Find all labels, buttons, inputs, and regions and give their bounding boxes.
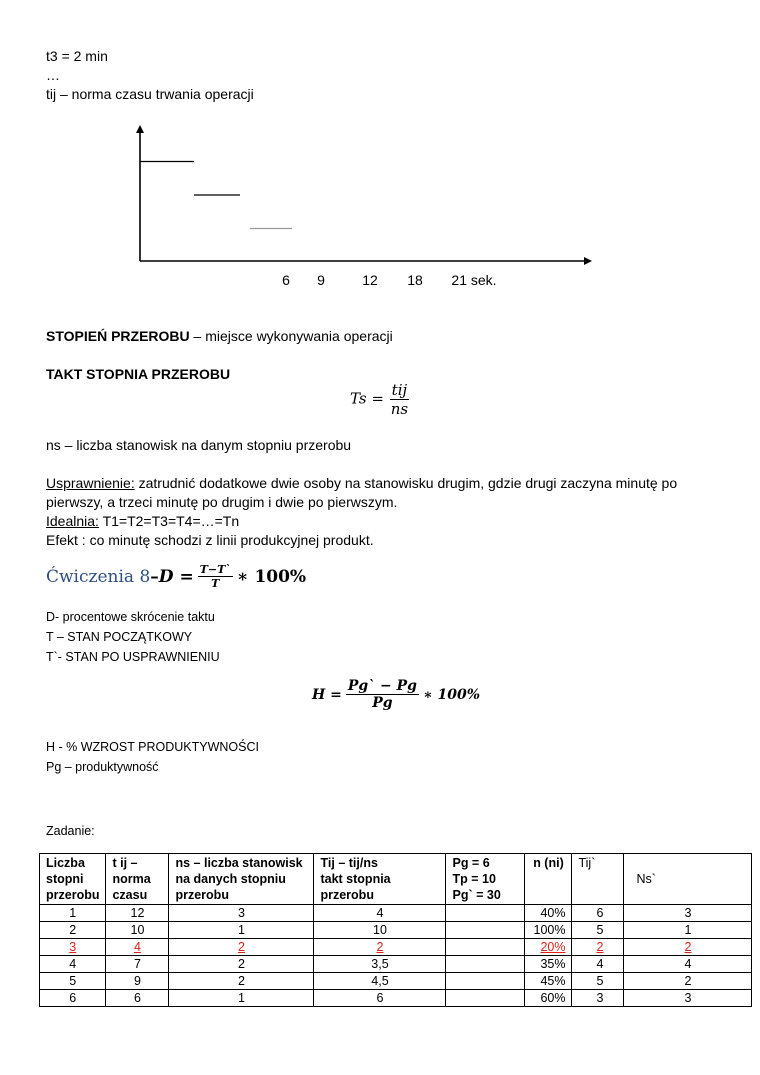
- header-liczba-stopni: [40, 854, 106, 905]
- header-text: Tij`: [578, 856, 596, 870]
- d-fraction: [198, 563, 233, 590]
- table-row: [40, 956, 752, 973]
- cell-takt-value: 4: [376, 906, 384, 920]
- cell-nsprim-value: 1: [684, 923, 692, 937]
- cell-tij-value: 7: [134, 957, 141, 971]
- header-takt: [314, 854, 446, 905]
- header-pg: [446, 854, 525, 905]
- cell-takt: [314, 956, 446, 973]
- table-row: [40, 905, 752, 922]
- takt-heading: TAKT STOPNIA PRZEROBU: [46, 366, 231, 382]
- stopien-rest: – miejsce wykonywania operacji: [189, 328, 393, 344]
- tij-definition: tij – norma czasu trwania operacji: [46, 86, 254, 102]
- cell-stopien-value: 4: [69, 957, 77, 971]
- ns-definition: ns – liczba stanowisk na danym stopniu przerobu: [46, 437, 352, 453]
- h-denominator: Pg: [372, 695, 393, 711]
- table-row: [40, 990, 752, 1007]
- cell-n-value: 100%: [533, 923, 566, 937]
- cell-pg: [446, 939, 525, 956]
- def-tprim: T`- STAN PO USPRAWNIENIU: [46, 650, 220, 664]
- y-axis-arrow: [136, 125, 144, 133]
- cell-tij-value: 4: [134, 940, 141, 954]
- header-tij-norma: [106, 854, 169, 905]
- cell-nsprim-value: 3: [684, 991, 692, 1005]
- cell-tij: [106, 922, 169, 939]
- cell-ns-value: 3: [238, 906, 245, 920]
- x-tick-label: 6: [282, 272, 290, 288]
- cwiczenia-title: Ćwiczenia 8: [46, 566, 151, 587]
- cell-ns-value: 2: [238, 940, 245, 954]
- cell-tij: [106, 939, 169, 956]
- cell-nsprim-value: 2: [684, 940, 692, 954]
- cell-takt: [314, 939, 446, 956]
- cell-n-value: 20%: [540, 940, 566, 954]
- cell-tij: [106, 990, 169, 1007]
- cell-nsprim-value: 2: [684, 974, 692, 988]
- table-row: [40, 973, 752, 990]
- def-t: T – STAN POCZĄTKOWY: [46, 630, 193, 644]
- cell-ns: [169, 922, 314, 939]
- header-text: Liczba: [46, 856, 85, 870]
- ts-lhs: Ts =: [350, 389, 384, 408]
- cell-ns-value: 2: [238, 957, 245, 971]
- ts-denominator: ns: [390, 400, 409, 418]
- def-d: D- procentowe skrócenie taktu: [46, 610, 215, 624]
- cell-ns-value: 2: [238, 974, 245, 988]
- header-text: stopni: [46, 872, 84, 886]
- cell-stopien-value: 3: [69, 940, 77, 954]
- cell-n: [525, 905, 572, 922]
- cell-takt-value: 2: [376, 940, 384, 954]
- h-numerator: Pg` − Pg: [347, 678, 417, 694]
- cell-n-value: 60%: [540, 991, 566, 1005]
- ellipsis-line: …: [46, 67, 60, 83]
- efekt-line: Efekt : co minutę schodzi z linii produkcyjnej produkt.: [46, 532, 374, 548]
- cell-tijprim-value: 4: [596, 957, 604, 971]
- d-numerator: T−T`: [199, 563, 231, 576]
- cell-ns: [169, 990, 314, 1007]
- header-text: Ns`: [636, 872, 656, 886]
- h-formula: [312, 678, 480, 711]
- d-lhs: D =: [158, 566, 194, 587]
- cell-nsprim: [624, 956, 752, 973]
- cell-tijprim: [572, 922, 624, 939]
- cell-nsprim: [624, 990, 752, 1007]
- def-pg: Pg – produktywność: [46, 760, 159, 774]
- cell-nsprim: [624, 905, 752, 922]
- header-text: Tij – tij/ns: [320, 856, 378, 870]
- x-tick-label: 9: [317, 272, 325, 288]
- step-chart: [0, 0, 760, 300]
- cell-stopien: [40, 956, 106, 973]
- cell-stopien-value: 6: [69, 991, 77, 1005]
- header-text: czasu: [112, 888, 148, 902]
- cell-tij-value: 6: [134, 991, 141, 1005]
- header-text: przerobu: [46, 888, 100, 902]
- cell-nsprim-value: 4: [684, 957, 692, 971]
- table-row: [40, 939, 752, 956]
- cell-ns: [169, 973, 314, 990]
- header-text: n (ni): [533, 856, 564, 870]
- header-text: na danych stopniu: [175, 872, 286, 886]
- idealnia-line: [46, 512, 239, 530]
- cell-ns-value: 1: [238, 923, 245, 937]
- cell-n-value: 40%: [540, 906, 566, 920]
- ts-fraction: [389, 381, 410, 418]
- cell-pg: [446, 922, 525, 939]
- header-text: t ij –: [112, 856, 138, 870]
- header-text: przerobu: [320, 888, 374, 902]
- cell-stopien: [40, 922, 106, 939]
- cell-tij-value: 10: [130, 923, 145, 937]
- cell-takt-value: 4,5: [371, 974, 389, 988]
- cell-n-value: 45%: [540, 974, 566, 988]
- cell-tijprim: [572, 973, 624, 990]
- x-tick-label: 18: [407, 272, 423, 288]
- cell-tijprim-value: 5: [596, 974, 604, 988]
- def-h: H - % WZROST PRODUKTYWNOŚCI: [46, 740, 259, 754]
- cell-pg: [446, 956, 525, 973]
- header-n: [525, 854, 572, 905]
- t3-line: t3 = 2 min: [46, 48, 108, 64]
- cell-stopien: [40, 905, 106, 922]
- header-text: przerobu: [175, 888, 229, 902]
- cell-takt: [314, 990, 446, 1007]
- stopien-label: STOPIEŃ PRZEROBU: [46, 328, 190, 344]
- cell-takt-value: 6: [376, 991, 384, 1005]
- cell-tijprim: [572, 990, 624, 1007]
- h-rest: ∗ 100%: [422, 686, 481, 703]
- cell-ns: [169, 956, 314, 973]
- cell-pg: [446, 973, 525, 990]
- cell-ns: [169, 939, 314, 956]
- cell-n: [525, 939, 572, 956]
- header-text: Pg` = 30: [452, 888, 501, 902]
- usprawnienie-line-1: [46, 474, 677, 492]
- cell-takt-value: 3,5: [371, 957, 389, 971]
- cell-n: [525, 973, 572, 990]
- cell-nsprim-value: 3: [684, 906, 692, 920]
- cell-nsprim: [624, 939, 752, 956]
- cell-tijprim: [572, 956, 624, 973]
- cell-tij: [106, 956, 169, 973]
- cell-n-value: 35%: [540, 957, 566, 971]
- stopien-przerobu-line: [46, 327, 393, 345]
- header-text: ns – liczba stanowisk: [175, 856, 303, 870]
- table-header-row: [40, 854, 752, 905]
- cell-tijprim: [572, 905, 624, 922]
- header-text: takt stopnia: [320, 872, 391, 886]
- cell-tij: [106, 973, 169, 990]
- cell-stopien-value: 5: [69, 974, 77, 988]
- h-lhs: H =: [312, 686, 342, 703]
- d-rest: ∗ 100%: [236, 566, 307, 587]
- idealnia-label: Idealnia:: [46, 513, 99, 529]
- cwiczenia-dash: –: [150, 566, 159, 587]
- cell-tij-value: 12: [130, 906, 145, 920]
- cwiczenia-heading: [46, 563, 306, 590]
- header-text: Tp = 10: [452, 872, 496, 886]
- cell-takt-value: 10: [373, 923, 387, 937]
- cell-stopien-value: 2: [69, 923, 77, 937]
- cell-stopien: [40, 973, 106, 990]
- cell-tijprim: [572, 939, 624, 956]
- cell-n: [525, 956, 572, 973]
- cell-pg: [446, 990, 525, 1007]
- cell-n: [525, 922, 572, 939]
- header-tijprim: [572, 854, 624, 905]
- x-axis-arrow: [584, 257, 592, 265]
- cell-ns-value: 1: [238, 991, 245, 1005]
- cell-tijprim-value: 3: [596, 991, 604, 1005]
- d-denominator: T: [211, 577, 220, 590]
- x-tick-label: 21 sek.: [451, 272, 497, 288]
- cell-tijprim-value: 6: [596, 906, 604, 920]
- zadanie-label: Zadanie:: [46, 824, 95, 838]
- usprawnienie-label: Usprawnienie:: [46, 475, 135, 491]
- cell-tijprim-value: 5: [596, 923, 604, 937]
- cell-n: [525, 990, 572, 1007]
- cell-tijprim-value: 2: [596, 940, 604, 954]
- cell-tij-value: 9: [134, 974, 141, 988]
- cell-stopien: [40, 939, 106, 956]
- cell-stopien: [40, 990, 106, 1007]
- x-tick-label: 12: [362, 272, 378, 288]
- usprawnienie-text-1: zatrudnić dodatkowe dwie osoby na stanowisku drugim, gdzie drugi zaczyna minutę po: [134, 475, 678, 491]
- table-row: [40, 922, 752, 939]
- ts-numerator: tij: [391, 381, 408, 399]
- cell-ns: [169, 905, 314, 922]
- header-nsprim: [624, 854, 752, 905]
- cell-stopien-value: 1: [69, 906, 77, 920]
- cell-tij: [106, 905, 169, 922]
- cell-nsprim: [624, 973, 752, 990]
- idealnia-text: T1=T2=T3=T4=…=Tn: [98, 513, 240, 529]
- header-text: norma: [112, 872, 151, 886]
- cell-takt: [314, 973, 446, 990]
- cell-takt: [314, 905, 446, 922]
- cell-takt: [314, 922, 446, 939]
- cell-pg: [446, 905, 525, 922]
- zadanie-table: [39, 853, 752, 1007]
- cell-nsprim: [624, 922, 752, 939]
- ts-formula: [350, 381, 410, 418]
- usprawnienie-line-2: pierwszy, a trzeci minutę po drugim i dwie po pierwszym.: [46, 494, 398, 510]
- header-ns: [169, 854, 314, 905]
- header-text: Pg = 6: [452, 856, 490, 870]
- h-fraction: [346, 678, 419, 711]
